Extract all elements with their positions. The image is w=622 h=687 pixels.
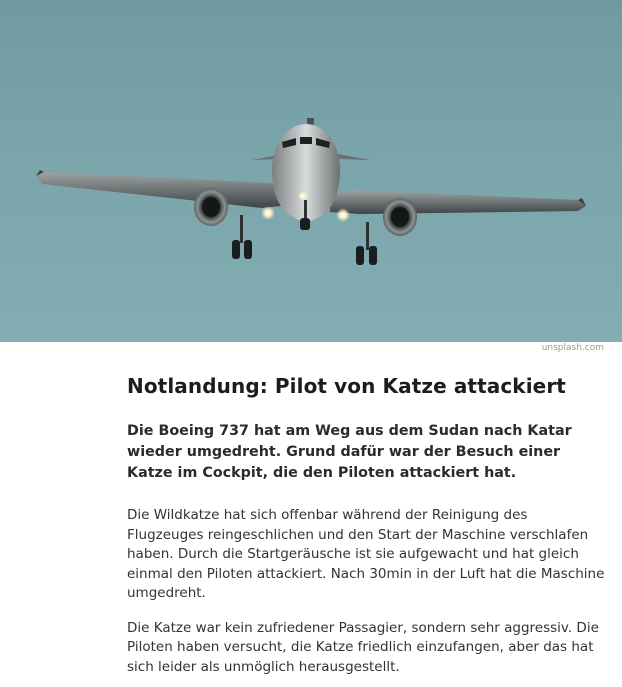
article [127, 374, 607, 677]
hero-image [0, 0, 622, 342]
article-paragraph: Die Katze war kein zufriedener Passagier, sondern sehr aggressiv. Die Piloten haben versucht, die Katze friedlich einzufangen, aber das hat sich leider als unmöglich herausgestellt. [127, 619, 599, 675]
airplane-illustration [0, 0, 622, 342]
article-paragraph: Die Wildkatze hat sich offenbar während der Reinigung des Flugzeuges reingeschlichen und den Start der Maschine verschlafen haben. Durch die Startgeräusche ist sie aufgewacht und hat gleich einmal den Piloten attackiert. Nach 30min in der Luft hat die Maschine umgedreht. [127, 507, 605, 601]
article-lead: Die Boeing 737 hat am Weg aus dem Sudan nach Katar wieder umgedreht. Grund dafür war der Besuch einer Katze im Cockpit, die den Piloten attackiert hat. [127, 423, 572, 481]
article-title: Notlandung: Pilot von Katze attackiert [127, 374, 566, 398]
image-credit[interactable]: unsplash.com [541, 343, 604, 353]
